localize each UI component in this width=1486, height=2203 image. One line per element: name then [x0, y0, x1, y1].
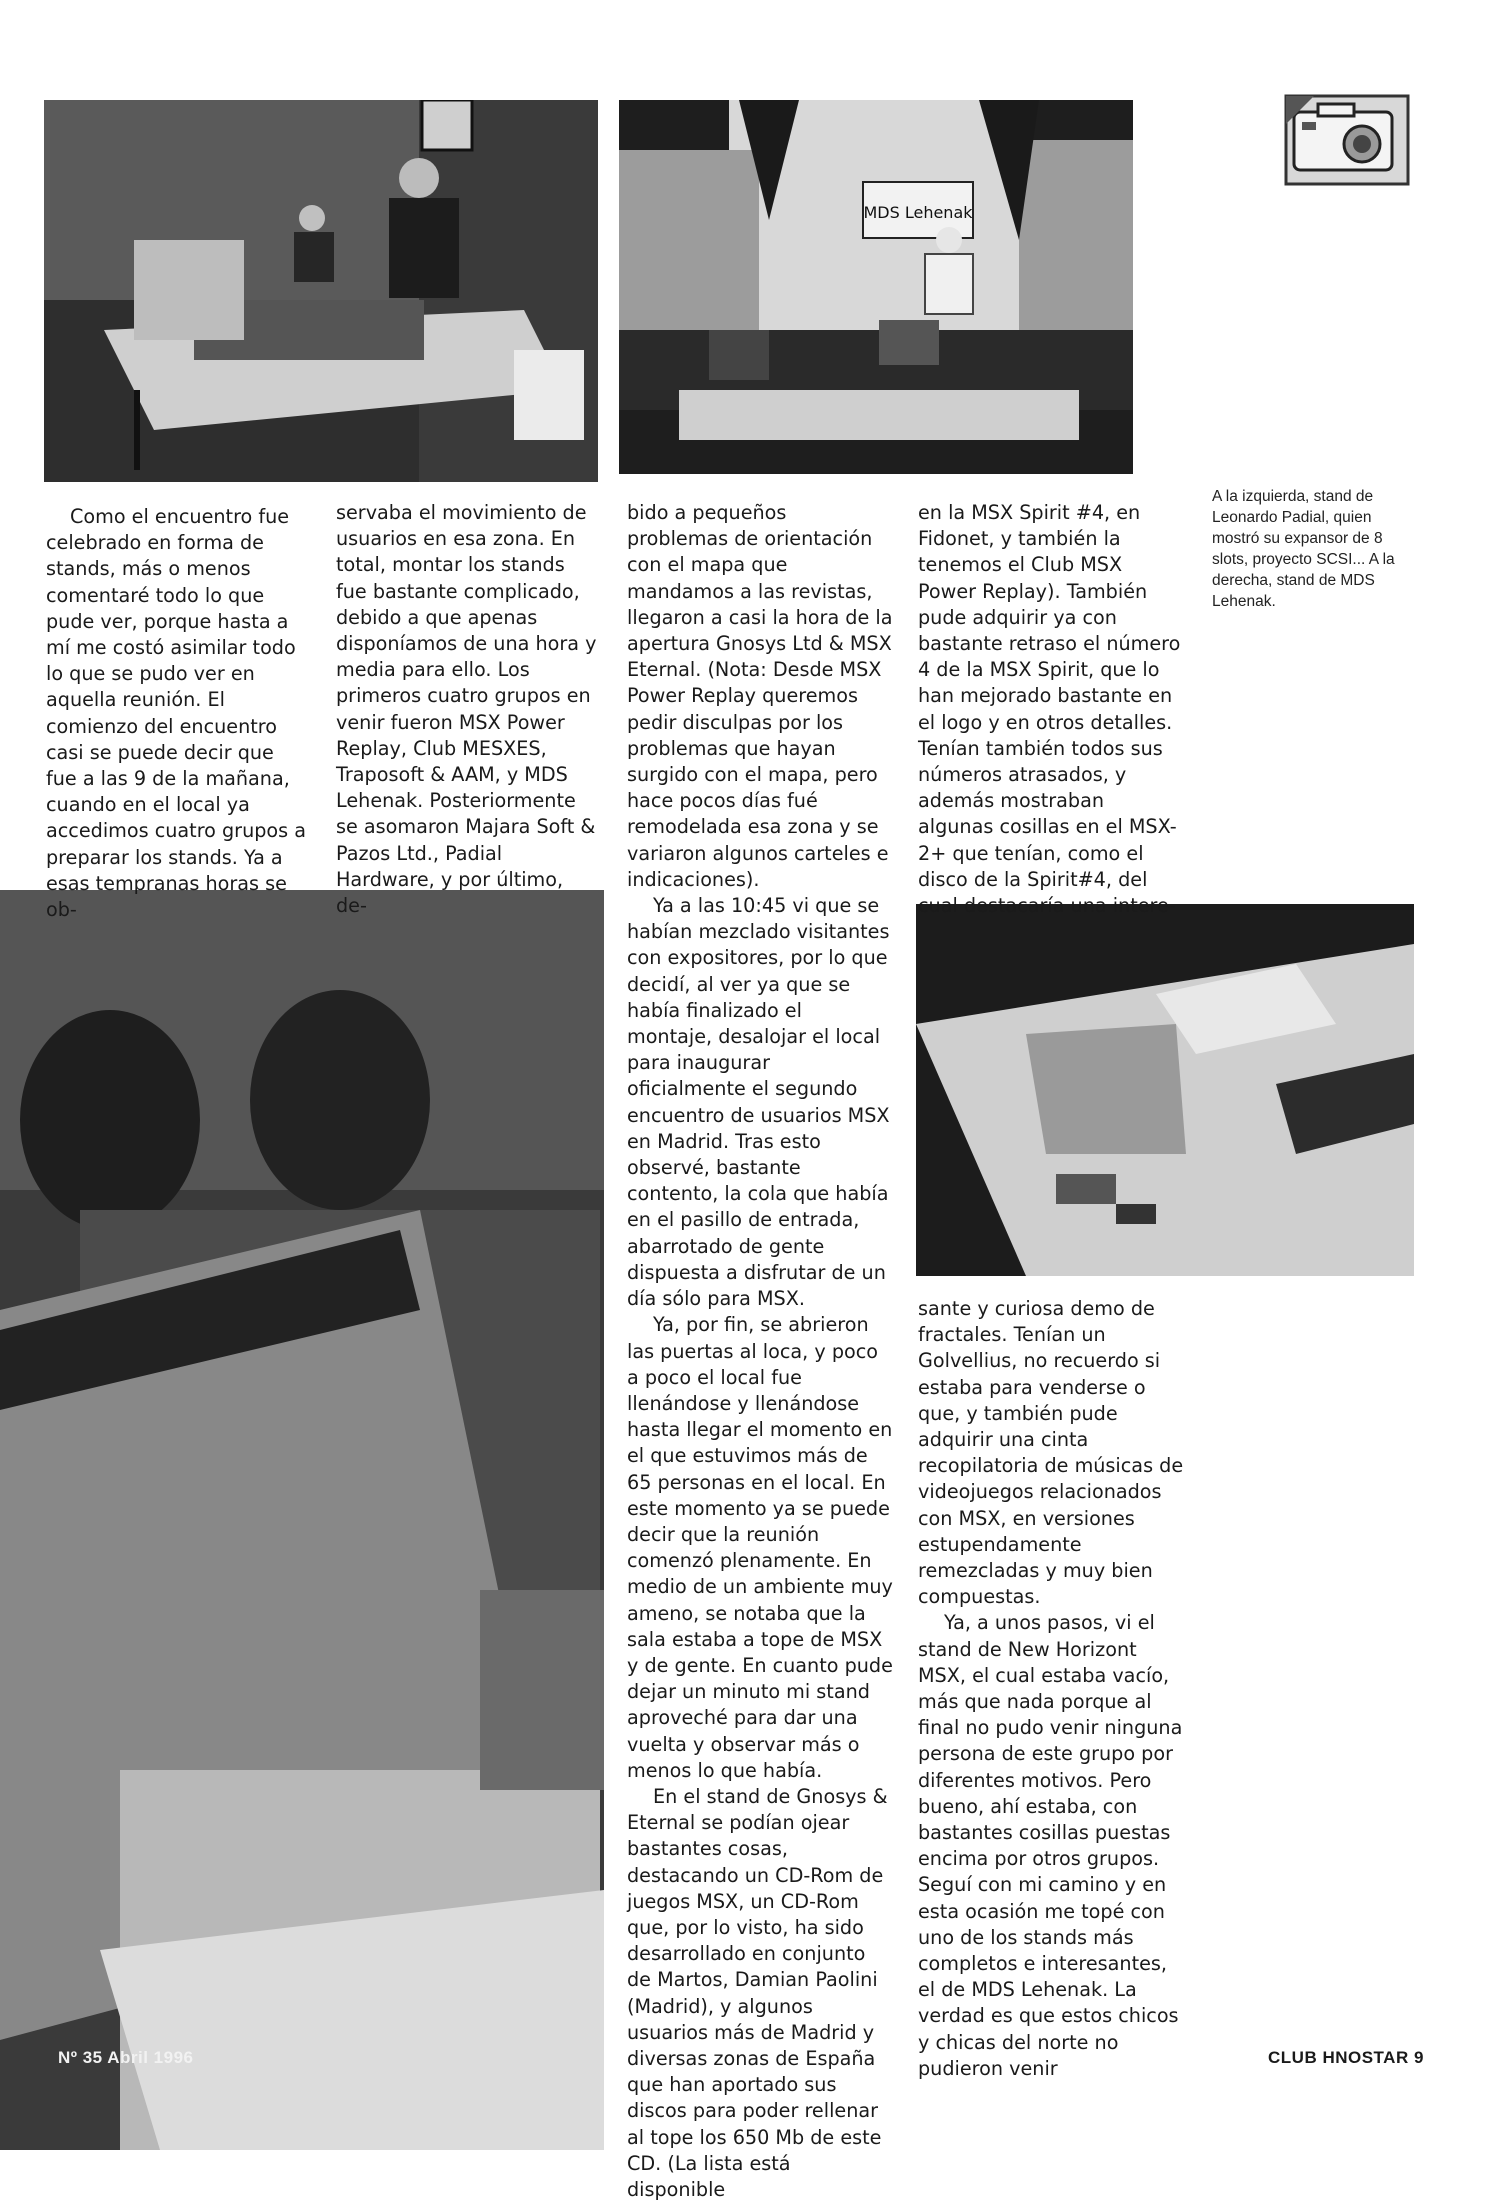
paragraph: Como el encuentro fue celebrado en forma de stands, más o menos comentaré todo lo que pude ver, porque hasta a mí me costó asimilar todo lo que se pudo ver en aquella reunión. El comienzo del encuentro casi se puede decir que fue a las 9 de la mañana, cuando en el local ya accedimos cuatro grupos a preparar los stands. Ya a esas tempranas horas se ob- [46, 505, 306, 922]
text-column-4-bottom [918, 1296, 1184, 2082]
paragraph: Ya a las 10:45 vi que se habían mezclado visitantes con expositores, por lo que decidí, al ver ya que se había finalizado el montaje, desalojar el local para inaugurar oficialmente el segundo encuentro de usuarios MSX en Madrid. Tras esto observé, bastante contento, la cola que había en el pasillo de entrada, abarrotado de gente dispuesta a disfrutar de un día sólo para MSX. [627, 894, 890, 1311]
paragraph: sante y curiosa demo de fractales. Tenían un Golvellius, no recuerdo si estaba para venderse o que, y también pude adquirir una cinta recopilatoria de músicas de videojuegos relacionados con MSX, en versiones estupendamente remezcladas y muy bien compuestas. [918, 1297, 1184, 1609]
paragraph: bido a pequeños problemas de orientación con el mapa que mandamos a las revistas, llegaron a casi la hora de la apertura Gnosys Ltd & MSX Eternal. (Nota: Desde MSX Power Replay queremos pedir disculpas por los problemas que hayan surgido con el mapa, pero hace pocos días fué remodelada esa zona y se variaron algunos carteles e indicaciones). [627, 501, 893, 891]
photo-caption: A la izquierda, stand de Leonardo Padial, quien mostró su expansor de 8 slots, proyecto SCSI... A la derecha, stand de MDS Lehenak. [1212, 488, 1395, 610]
issue-footer: Nº 35 Abril 1996 [58, 2048, 194, 2067]
lehenak-banner-text: MDS Lehenak [863, 203, 973, 222]
photo-hardware [916, 904, 1414, 1276]
paragraph: En el stand de Gnosys & Eternal se podían ojear bastantes cosas, destacando un CD-Rom de juegos MSX, un CD-Rom que, por lo visto, ha sido desarrollado en conjunto de Martos, Damian Paolini (Madrid), y algunos usuarios más de Madrid y diversas zonas de España que han aportado sus discos para poder rellenar al tope los 650 Mb de este CD. (La lista está disponible [627, 1784, 888, 2201]
paragraph: en la MSX Spirit #4, en Fidonet, y también la tenemos el Club MSX Power Replay). También pude adquirir ya con bastante retraso el número 4 de la MSX Spirit, que lo han mejorado bastante en el logo y en otros detalles. Tenían también todos sus números atrasados, y además mostraban algunas cosillas en el MSX-2+ que tenían, como el disco de la Spirit#4, del cual destacaría una intere- [918, 501, 1181, 918]
text-column-2 [336, 500, 598, 919]
photo-lehenak-stand [619, 100, 1133, 474]
paragraph: Ya, por fin, se abrieron las puertas al loca, y poco a poco el local fue llenándose y llenándose hasta llegar el momento en el que estuvimos más de 65 personas en el local. En este momento ya se puede decir que la reunión comenzó plenamente. En medio de un ambiente muy ameno, se notaba que la sala estaba a tope de MSX y de gente. En cuanto pude dejar un minuto mi stand aproveché para dar una vuelta y observar más o menos lo que había. [627, 1313, 893, 1782]
text-column-4-top [918, 500, 1184, 919]
text-column-3 [627, 500, 893, 2203]
photo-visitors [0, 890, 604, 2150]
photo-padial-stand [44, 100, 598, 482]
paragraph: Ya, a unos pasos, vi el stand de New Horizont MSX, el cual estaba vacío, más que nada porque al final no pudo venir ninguna persona de este grupo por diferentes motivos. Pero bueno, ahí estaba, con bastantes cosillas puestas encima por otros grupos. Seguí con mi camino y en esta ocasión me topé con uno de los stands más completos e interesantes, el de MDS Lehenak. La verdad es que estos chicos y chicas del norte no pudieron venir [918, 1611, 1183, 2080]
paragraph: servaba el movimiento de usuarios en esa zona. En total, montar los stands fue bastante complicado, debido a que apenas disponíamos de una hora y media para ello. Los primeros cuatro grupos en venir fueron MSX Power Replay, Club MESXES, Traposoft & AAM, y MDS Lehenak. Posteriormente se asomaron Majara Soft & Pazos Ltd., Padial Hardware, y por último, de- [336, 501, 597, 918]
camera-icon [1284, 94, 1410, 186]
text-column-1 [46, 504, 308, 923]
page-footer: CLUB HNOSTAR 9 [1268, 2048, 1424, 2067]
